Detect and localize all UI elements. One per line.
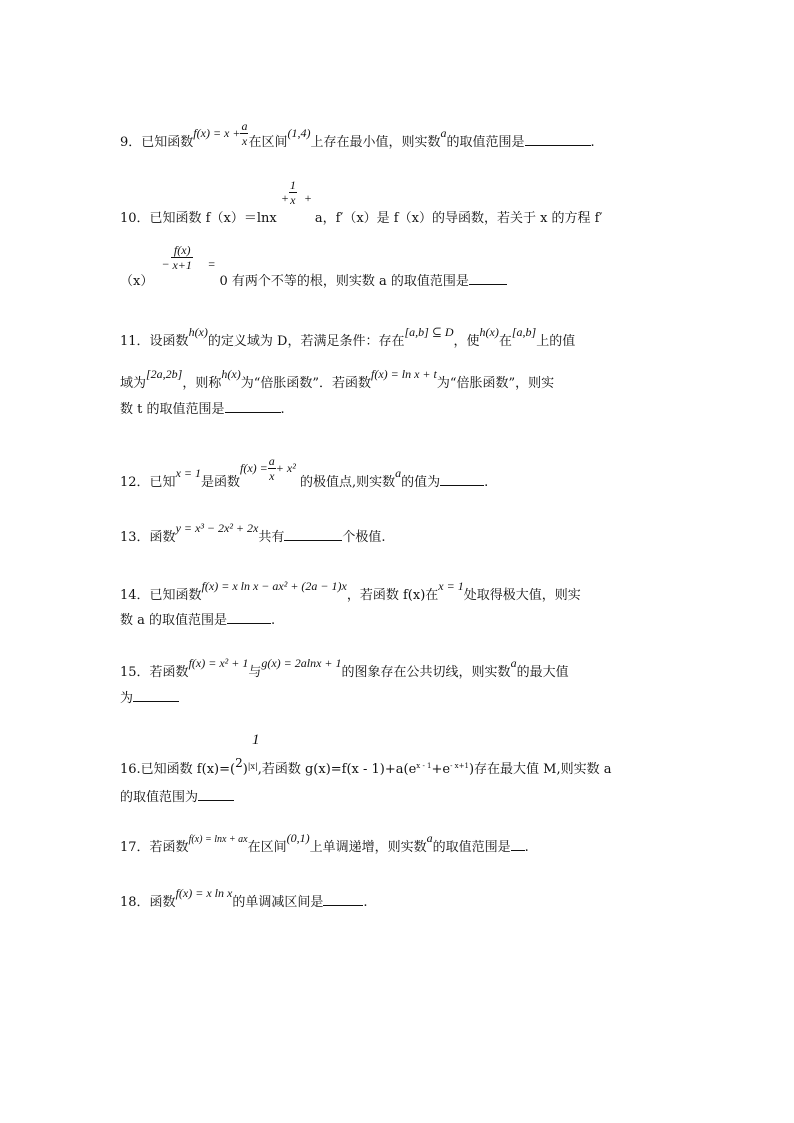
equals-sign: = <box>207 257 216 271</box>
problem-16-line-2 <box>120 786 234 805</box>
math-expression: f(x) = x ln x <box>175 886 233 900</box>
math-expression: h(x) <box>188 325 208 339</box>
problem-text: 的定义域为 D，若满足条件：存在 <box>207 334 405 349</box>
period: . <box>271 613 276 628</box>
problem-text: ．已知函数 f（x）＝lnx <box>136 211 277 226</box>
math-expression: f(x) = <box>240 461 268 475</box>
math-expression: f(x) = x² + 1 <box>188 656 249 670</box>
math-expression: y = x³ − 2x² + 2x <box>175 521 259 535</box>
math-fraction <box>171 243 192 272</box>
math-fraction-group <box>280 178 315 222</box>
problem-17 <box>120 831 529 855</box>
math-expression: [2a,2b] <box>146 367 183 381</box>
math-variable: a <box>426 831 433 845</box>
problem-number: 9 <box>120 135 129 150</box>
math-expression: [a,b] ⊆ D <box>404 325 454 339</box>
problem-number: 13 <box>120 530 137 545</box>
problem-text: ．函数 <box>136 530 176 545</box>
math-fraction <box>289 178 297 207</box>
problem-text: 为 <box>120 691 134 706</box>
period: . <box>280 402 285 417</box>
math-expression: + x² <box>275 461 296 475</box>
problem-12 <box>120 454 489 497</box>
problem-number: 17 <box>120 840 137 855</box>
math-fraction-group <box>157 243 219 285</box>
problem-text: 的单调减区间是 <box>232 895 324 910</box>
problem-13 <box>120 521 386 545</box>
problem-text: 上的值 <box>536 334 576 349</box>
answer-blank[interactable] <box>198 788 234 801</box>
problem-text: 上单调递增，则实数 <box>309 840 427 855</box>
problem-11-line-3 <box>120 398 285 417</box>
answer-blank[interactable] <box>225 400 281 413</box>
problem-text: ．若函数 <box>136 665 189 680</box>
fraction-denominator: x <box>269 469 275 483</box>
problem-text: 在 <box>498 334 512 349</box>
problem-text: 的图象存在公共切线，则实数 <box>341 665 511 680</box>
math-interval: (1,4) <box>287 126 311 140</box>
problem-text: 个极值. <box>342 530 386 545</box>
math-expression: x = 1 <box>438 579 464 593</box>
problem-text: 共有 <box>258 530 285 545</box>
problem-text: ．设函数 <box>136 334 189 349</box>
math-expression: x = 1 <box>175 466 201 480</box>
math-expression: f(x) = x + <box>193 126 241 140</box>
math-fraction <box>268 454 276 483</box>
problem-text: )存在最大值 M,则实数 a <box>468 762 612 777</box>
problem-text: a，f′（x）是 f（x）的导函数，若关于 x 的方程 f′ <box>314 211 603 226</box>
minus-sign: − <box>161 257 170 271</box>
fraction-numerator: a <box>268 454 275 468</box>
math-expression: g(x) = 2alnx + 1 <box>261 656 342 670</box>
problem-15-line-1 <box>120 656 569 680</box>
problem-text: 为“倍胀函数”，则实 <box>436 376 555 391</box>
math-exponent: |x| <box>247 762 258 771</box>
fraction-denominator: x+1 <box>172 258 192 272</box>
fraction-denominator: x <box>241 134 248 148</box>
problem-text: 的取值范围为 <box>120 790 199 805</box>
math-expression: h(x) <box>221 367 241 381</box>
math-expression: [a,b] <box>511 325 537 339</box>
answer-blank[interactable] <box>284 528 342 541</box>
math-exponent: - x+1 <box>450 762 469 770</box>
problem-number: 15 <box>120 665 137 680</box>
period: . <box>524 840 529 855</box>
math-variable: a <box>395 466 402 480</box>
problem-16-line-1 <box>120 758 611 777</box>
fraction-numerator: f(x) <box>171 243 192 258</box>
problem-14-line-1 <box>120 579 581 603</box>
plus-sign: + <box>303 191 312 205</box>
math-expression: f(x) = ln x + t <box>371 367 437 381</box>
problem-text: ．已知函数 <box>128 135 194 150</box>
math-interval: (0,1) <box>286 831 310 845</box>
problem-text: 数 t 的取值范围是 <box>120 402 225 417</box>
problem-text: ．函数 <box>136 895 176 910</box>
answer-blank[interactable] <box>469 272 507 285</box>
problem-14-line-2 <box>120 609 275 628</box>
period: . <box>363 895 368 910</box>
problem-text: 的值为 <box>401 475 441 490</box>
math-exponent: x - 1 <box>416 762 432 770</box>
answer-blank[interactable] <box>525 133 591 146</box>
problem-text: 的极值点,则实数 <box>299 475 396 490</box>
problem-text: 域为 <box>120 376 147 391</box>
problem-text: ,若函数 g(x)=f(x - 1)+a(e <box>257 762 417 777</box>
problem-text: 为“倍胀函数”．若函数 <box>240 376 371 391</box>
problem-text: ．已知函数 <box>136 588 202 603</box>
math-expression: h(x) <box>479 325 499 339</box>
problem-number: 18 <box>120 895 137 910</box>
fraction-numerator: a <box>241 119 248 133</box>
problem-text: 0 有两个不等的根，则实数 a 的取值范围是 <box>219 274 469 289</box>
problem-text: ) <box>242 762 248 777</box>
problem-text: +e <box>431 762 451 777</box>
plus-sign: + <box>280 191 289 205</box>
problem-9 <box>120 119 595 157</box>
problem-16-numerator <box>252 730 260 749</box>
problem-11-line-1 <box>120 325 576 349</box>
problem-number: 14 <box>120 588 137 603</box>
problem-number: 10 <box>120 211 137 226</box>
problem-text: ，使 <box>453 334 480 349</box>
problem-text: 的取值范围是 <box>446 135 525 150</box>
math-expression: f(x) = x ln x − ax² + (2a − 1)x <box>201 579 347 593</box>
answer-blank[interactable] <box>133 689 179 702</box>
problem-number: 12 <box>120 475 137 490</box>
problem-text: 在区间 <box>247 840 287 855</box>
problem-10-line-1 <box>120 178 603 226</box>
problem-text: ．若函数 <box>136 840 189 855</box>
fraction-denominator: x <box>290 193 296 207</box>
problem-text: ，则称 <box>182 376 222 391</box>
problem-text: 的最大值 <box>516 665 569 680</box>
problem-10-line-2 <box>120 243 507 289</box>
math-variable: a <box>510 656 517 670</box>
fraction-denominator: 2 <box>235 756 243 770</box>
problem-text: 数 a 的取值范围是 <box>120 613 228 628</box>
math-fraction <box>240 119 248 148</box>
problem-text: .已知函数 f(x)=( <box>136 762 236 777</box>
problem-text: 上存在最小值，则实数 <box>310 135 441 150</box>
problem-number: 16 <box>120 762 137 777</box>
answer-blank[interactable] <box>511 838 525 851</box>
problem-number: 11 <box>120 334 137 349</box>
problem-15-line-2 <box>120 687 179 706</box>
answer-blank[interactable] <box>227 611 271 624</box>
answer-blank[interactable] <box>440 473 484 486</box>
problem-18 <box>120 886 368 910</box>
period: . <box>484 475 489 490</box>
problem-text: 是函数 <box>201 475 241 490</box>
problem-text: 的取值范围是 <box>432 840 511 855</box>
problem-text: 在区间 <box>248 135 288 150</box>
math-variable: a <box>440 126 447 140</box>
period: . <box>590 135 595 150</box>
fraction-numerator: 1 <box>289 178 296 192</box>
problem-text: ．已知 <box>136 475 176 490</box>
math-expression: f(x) = lnx + ax <box>188 834 248 845</box>
problem-text: （x） <box>120 274 154 289</box>
answer-blank[interactable] <box>323 893 363 906</box>
problem-11-line-2 <box>120 367 555 391</box>
problem-text: 与 <box>248 665 262 680</box>
problem-text: 处取得极大值，则实 <box>463 588 581 603</box>
problem-text: ，若函数 f(x)在 <box>346 588 439 603</box>
fraction-numerator: 1 <box>252 732 260 748</box>
